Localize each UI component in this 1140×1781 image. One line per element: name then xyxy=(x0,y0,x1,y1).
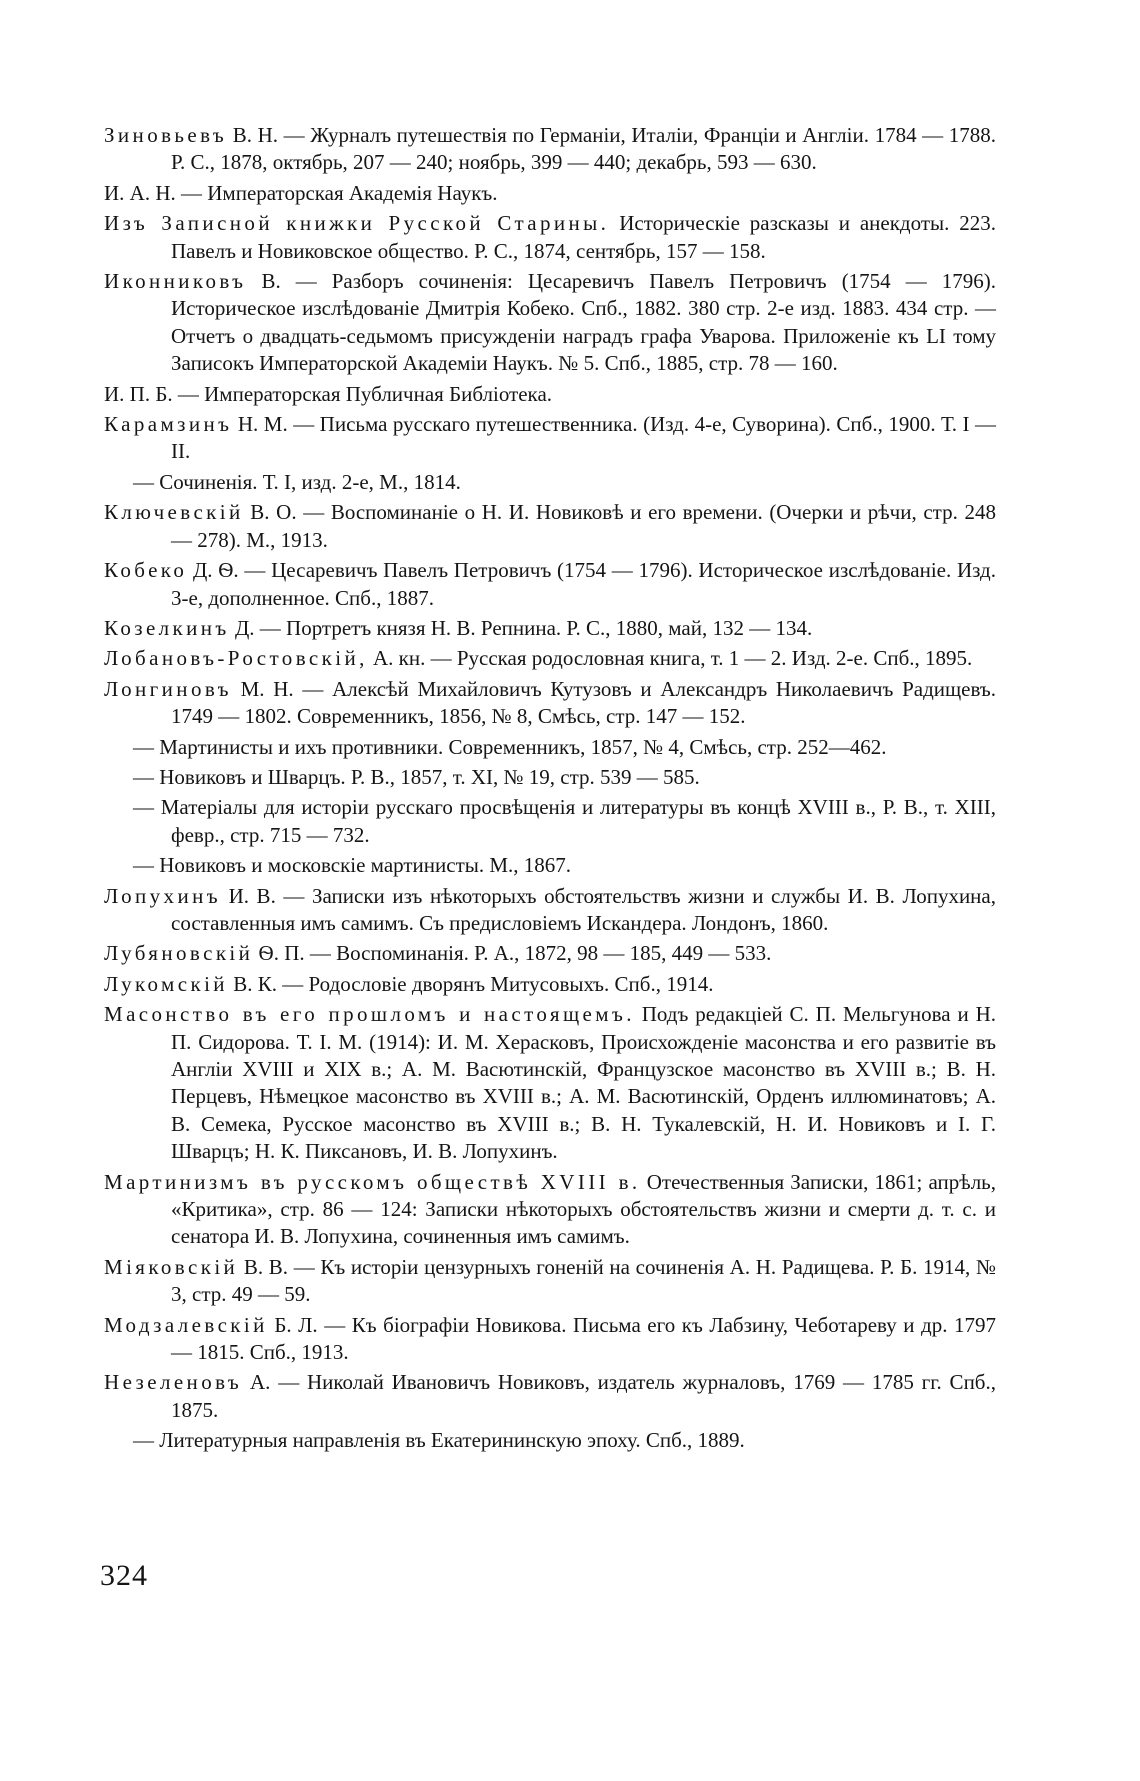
entry-text: В. — Разборъ сочиненія: Цесаревичъ Павелъ Петровичъ (1754 — 1796). Историческое изслѣдованіе Дмитрія Кобеко. Спб., 1882. 380 стр. 2-е изд. 1883. 434 стр. — Отчетъ о двадцать-седьмомъ присужденіи наградъ графа Уварова. Приложеніе къ LI тому Записокъ Императорской Академіи Наукъ. № 5. Спб., 1885, стр. 78 — 160. xyxy=(171,269,996,376)
bibliography-entry xyxy=(104,794,996,849)
entry-author: Иконниковъ xyxy=(104,269,247,294)
entry-text: И. А. Н. — Императорская Академія Наукъ. xyxy=(104,180,498,205)
entry-text: Мартинисты и ихъ противники. Современникъ, 1857, № 4, Смѣсь, стр. 252—462. xyxy=(154,734,887,759)
entry-text: В. О. — Воспоминаніе о Н. И. Новиковѣ и его времени. (Очерки и рѣчи, стр. 248 — 278). М., 1913. xyxy=(171,500,996,552)
entry-author: Лопухинъ xyxy=(104,883,221,908)
bibliography-entry xyxy=(104,210,996,265)
entry-author: Лукомскій xyxy=(104,971,228,996)
entry-author: Лубяновскій xyxy=(104,941,254,966)
entry-text: М. Н. — Алексѣй Михайловичъ Кутузовъ и Александръ Николаевичъ Радищевъ. 1749 — 1802. Современникъ, 1856, № 8, Смѣсь, стр. 147 — 152. xyxy=(171,676,996,729)
entry-text: В. К. — Родословіе дворянъ Митусовыхъ. Спб., 1914. xyxy=(227,971,714,996)
entry-text: А. — Николай Ивановичъ Новиковъ, издатель журналовъ, 1769 — 1785 гг. Спб., 1875. xyxy=(171,1370,996,1422)
bibliography-entry xyxy=(104,1254,996,1309)
entry-author: Міяковскій xyxy=(104,1254,239,1279)
page-number: 324 xyxy=(100,1559,148,1592)
entry-text: В. Н. — Журналъ путешествія по Германіи, Италіи, Франціи и Англіи. 1784 — 1788. Р. С., 1878, октябрь, 207 — 240; ноябрь, 399 — 440; декабрь, 593 — 630. xyxy=(171,123,996,175)
entry-author: Козелкинъ xyxy=(104,615,230,640)
entry-text: Сочиненія. Т. I, изд. 2-е, М., 1814. xyxy=(154,469,461,494)
bibliography-entry xyxy=(104,734,996,761)
bibliography-entry xyxy=(104,615,996,642)
entry-dash: — xyxy=(133,853,154,878)
entry-dash: — xyxy=(133,734,154,759)
bibliography-entry xyxy=(104,764,996,791)
entry-text: Подъ редакціей С. П. Мельгунова и Н. П. Сидорова. Т. I. М. (1914): И. М. Херасковъ, Происхожденіе масонства и его развитіе въ Англіи XVIII и XIX в.; А. М. Васютинскій, Французское масонство въ XVIII в.; В. Н. Перцевъ, Нѣмецкое масонство въ XVIII в.; А. М. Васютинскій, Орденъ иллюминатовъ; А. В. Семека, Русское масонство въ XVIII в.; В. Н. Тукалевскій, Н. И. Новиковъ и I. Г. Шварцъ; Н. К. Пиксановъ, И. В. Лопухинъ. xyxy=(171,1002,997,1164)
entry-text: Б. Л. — Къ біографіи Новикова. Письма его къ Лабзину, Чеботареву и др. 1797 — 1815. Спб., 1913. xyxy=(171,1312,996,1365)
entry-text: Новиковъ и московскіе мартинисты. М., 1867. xyxy=(154,853,572,878)
bibliography-entry xyxy=(104,180,996,207)
entry-author: Лонгиновъ xyxy=(104,676,232,701)
entry-author: Ключевскій xyxy=(104,500,244,525)
bibliography-entry xyxy=(104,940,996,967)
bibliography-entry xyxy=(104,268,996,378)
entry-text: Историческіе разсказы и анекдоты. 223. Павелъ и Новиковское общество. Р. С., 1874, сентябрь, 157 — 158. xyxy=(171,211,996,263)
entry-author: Масонство въ его прошломъ и настоящемъ. xyxy=(104,1002,635,1027)
entry-author: Карамзинъ xyxy=(104,412,233,437)
entry-author: Кобеко xyxy=(104,558,188,583)
entry-dash: — xyxy=(133,764,154,789)
bibliography-entry xyxy=(104,1169,996,1251)
bibliography-entry xyxy=(104,411,996,466)
entry-author: Лобановъ-Ростовскій, xyxy=(104,646,368,671)
entry-dash: — xyxy=(133,469,154,494)
entry-text: Н. М. — Письма русскаго путешественника. (Изд. 4-е, Суворина). Спб., 1900. Т. I — II. xyxy=(171,412,996,464)
bibliography-entry xyxy=(104,645,996,672)
entry-text: Д. Ѳ. — Цесаревичъ Павелъ Петровичъ (1754 — 1796). Историческое изслѣдованіе. Изд. 3-е, дополненное. Спб., 1887. xyxy=(171,558,996,610)
bibliography-entry xyxy=(104,557,996,612)
bibliography-entry xyxy=(104,1427,996,1454)
bibliography-entry xyxy=(104,971,996,998)
entry-author: Мартинизмъ въ русскомъ обществѣ XVIII в. xyxy=(104,1169,641,1194)
entry-dash: — xyxy=(133,795,154,820)
entry-dash: — xyxy=(133,1428,154,1453)
entry-text: Ѳ. П. — Воспоминанія. Р. А., 1872, 98 — 185, 449 — 533. xyxy=(253,941,772,966)
entry-text: Литературныя направленія въ Екатерининскую эпоху. Спб., 1889. xyxy=(154,1428,745,1453)
bibliography-entry xyxy=(104,469,996,496)
entry-author: Незеленовъ xyxy=(104,1370,243,1395)
entry-author: Изъ Записной книжки Русской Старины. xyxy=(104,211,610,236)
bibliography-entry xyxy=(104,1001,996,1165)
bibliography-entry xyxy=(104,381,996,408)
bibliography-entry xyxy=(104,883,996,938)
bibliography-entry xyxy=(104,499,996,554)
entry-text: Новиковъ и Шварцъ. Р. В., 1857, т. XI, № 19, стр. 539 — 585. xyxy=(154,764,700,789)
entry-text: Отечественныя Записки, 1861; апрѣль, «Критика», стр. 86 — 124: Записки нѣкоторыхъ обстоятельствъ жизни и смерти д. т. с. и сенатора И. В. Лопухина, сочиненныя имъ самимъ. xyxy=(171,1169,996,1249)
entry-text: И. П. Б. — Императорская Публичная Библіотека. xyxy=(104,381,553,406)
bibliography-entry xyxy=(104,676,996,731)
entry-author: Модзалевскій xyxy=(104,1312,268,1337)
entry-text: Д. — Портретъ князя Н. В. Репнина. Р. С., 1880, май, 132 — 134. xyxy=(229,615,813,640)
entry-text: Матеріалы для исторіи русскаго просвѣщенія и литературы въ концѣ XVIII в., Р. В., т. XIII, февр., стр. 715 — 732. xyxy=(154,795,996,847)
bibliography-entry xyxy=(104,1312,996,1367)
entry-text: И. В. — Записки изъ нѣкоторыхъ обстоятельствъ жизни и службы И. В. Лопухина, составленныя имъ самимъ. Съ предисловіемъ Искандера. Лондонъ, 1860. xyxy=(171,883,996,935)
entry-text: В. В. — Къ исторіи цензурныхъ гоненій на сочиненія А. Н. Радищева. Р. Б. 1914, № 3, стр. 49 — 59. xyxy=(171,1254,996,1307)
entry-text: А. кн. — Русская родословная книга, т. 1 — 2. Изд. 2-е. Спб., 1895. xyxy=(367,646,973,671)
entry-author: Зиновьевъ xyxy=(104,123,228,147)
bibliography-entry xyxy=(104,122,996,177)
bibliography-list xyxy=(104,122,996,1458)
bibliography-entry xyxy=(104,1369,996,1424)
bibliography-entry xyxy=(104,852,996,879)
